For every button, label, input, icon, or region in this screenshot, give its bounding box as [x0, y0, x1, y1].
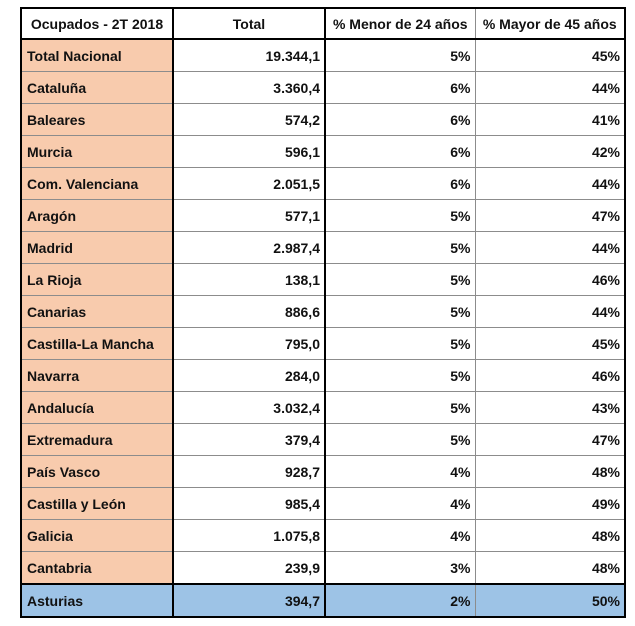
- under-24-cell: 4%: [325, 456, 475, 488]
- region-cell: Extremadura: [21, 424, 173, 456]
- under-24-cell: 2%: [325, 584, 475, 617]
- under-24-cell: 3%: [325, 552, 475, 585]
- table-row: [21, 424, 625, 456]
- total-cell: 596,1: [173, 136, 325, 168]
- total-cell: 239,9: [173, 552, 325, 585]
- table-row: [21, 360, 625, 392]
- total-cell: 3.032,4: [173, 392, 325, 424]
- header-over-45: % Mayor de 45 años: [475, 8, 625, 39]
- region-cell: Total Nacional: [21, 39, 173, 72]
- total-cell: 2.987,4: [173, 232, 325, 264]
- region-cell: Madrid: [21, 232, 173, 264]
- over-45-cell: 46%: [475, 264, 625, 296]
- table-body: [21, 39, 625, 617]
- under-24-cell: 4%: [325, 520, 475, 552]
- under-24-cell: 5%: [325, 200, 475, 232]
- table-row: [21, 392, 625, 424]
- under-24-cell: 6%: [325, 136, 475, 168]
- table-row: [21, 456, 625, 488]
- under-24-cell: 5%: [325, 328, 475, 360]
- total-cell: 928,7: [173, 456, 325, 488]
- table-row: [21, 200, 625, 232]
- table-row: [21, 232, 625, 264]
- region-cell: Andalucía: [21, 392, 173, 424]
- over-45-cell: 46%: [475, 360, 625, 392]
- region-cell: Castilla-La Mancha: [21, 328, 173, 360]
- region-cell: Galicia: [21, 520, 173, 552]
- header-region: Ocupados - 2T 2018: [21, 8, 173, 39]
- region-cell: Castilla y León: [21, 488, 173, 520]
- table-row: [21, 264, 625, 296]
- table-row: [21, 328, 625, 360]
- region-cell: La Rioja: [21, 264, 173, 296]
- over-45-cell: 47%: [475, 424, 625, 456]
- table-row: [21, 72, 625, 104]
- over-45-cell: 41%: [475, 104, 625, 136]
- region-cell: Com. Valenciana: [21, 168, 173, 200]
- table-row: [21, 520, 625, 552]
- header-total: Total: [173, 8, 325, 39]
- region-cell: Murcia: [21, 136, 173, 168]
- over-45-cell: 48%: [475, 520, 625, 552]
- region-cell: Cataluña: [21, 72, 173, 104]
- over-45-cell: 48%: [475, 552, 625, 585]
- total-cell: 1.075,8: [173, 520, 325, 552]
- under-24-cell: 6%: [325, 168, 475, 200]
- under-24-cell: 5%: [325, 39, 475, 72]
- region-cell: Cantabria: [21, 552, 173, 585]
- table-row: [21, 488, 625, 520]
- under-24-cell: 4%: [325, 488, 475, 520]
- total-cell: 19.344,1: [173, 39, 325, 72]
- header-under-24: % Menor de 24 años: [325, 8, 475, 39]
- under-24-cell: 5%: [325, 296, 475, 328]
- region-cell: Aragón: [21, 200, 173, 232]
- total-cell: 574,2: [173, 104, 325, 136]
- over-45-cell: 44%: [475, 72, 625, 104]
- over-45-cell: 42%: [475, 136, 625, 168]
- over-45-cell: 45%: [475, 39, 625, 72]
- table-row: [21, 39, 625, 72]
- total-cell: 138,1: [173, 264, 325, 296]
- under-24-cell: 5%: [325, 232, 475, 264]
- region-cell: Navarra: [21, 360, 173, 392]
- table-row: [21, 104, 625, 136]
- table-row: [21, 584, 625, 617]
- region-cell: Canarias: [21, 296, 173, 328]
- under-24-cell: 6%: [325, 72, 475, 104]
- total-cell: 886,6: [173, 296, 325, 328]
- over-45-cell: 48%: [475, 456, 625, 488]
- total-cell: 3.360,4: [173, 72, 325, 104]
- table-row: [21, 168, 625, 200]
- table-row: [21, 136, 625, 168]
- over-45-cell: 49%: [475, 488, 625, 520]
- over-45-cell: 50%: [475, 584, 625, 617]
- table-row: [21, 296, 625, 328]
- over-45-cell: 44%: [475, 232, 625, 264]
- region-cell: Baleares: [21, 104, 173, 136]
- region-cell: País Vasco: [21, 456, 173, 488]
- under-24-cell: 5%: [325, 392, 475, 424]
- over-45-cell: 43%: [475, 392, 625, 424]
- over-45-cell: 44%: [475, 168, 625, 200]
- over-45-cell: 44%: [475, 296, 625, 328]
- total-cell: 379,4: [173, 424, 325, 456]
- over-45-cell: 45%: [475, 328, 625, 360]
- under-24-cell: 5%: [325, 360, 475, 392]
- total-cell: 284,0: [173, 360, 325, 392]
- under-24-cell: 5%: [325, 264, 475, 296]
- employment-table: [20, 7, 626, 618]
- total-cell: 985,4: [173, 488, 325, 520]
- under-24-cell: 5%: [325, 424, 475, 456]
- total-cell: 577,1: [173, 200, 325, 232]
- total-cell: 795,0: [173, 328, 325, 360]
- under-24-cell: 6%: [325, 104, 475, 136]
- over-45-cell: 47%: [475, 200, 625, 232]
- header-row: [21, 8, 625, 39]
- table-row: [21, 552, 625, 585]
- total-cell: 2.051,5: [173, 168, 325, 200]
- total-cell: 394,7: [173, 584, 325, 617]
- region-cell: Asturias: [21, 584, 173, 617]
